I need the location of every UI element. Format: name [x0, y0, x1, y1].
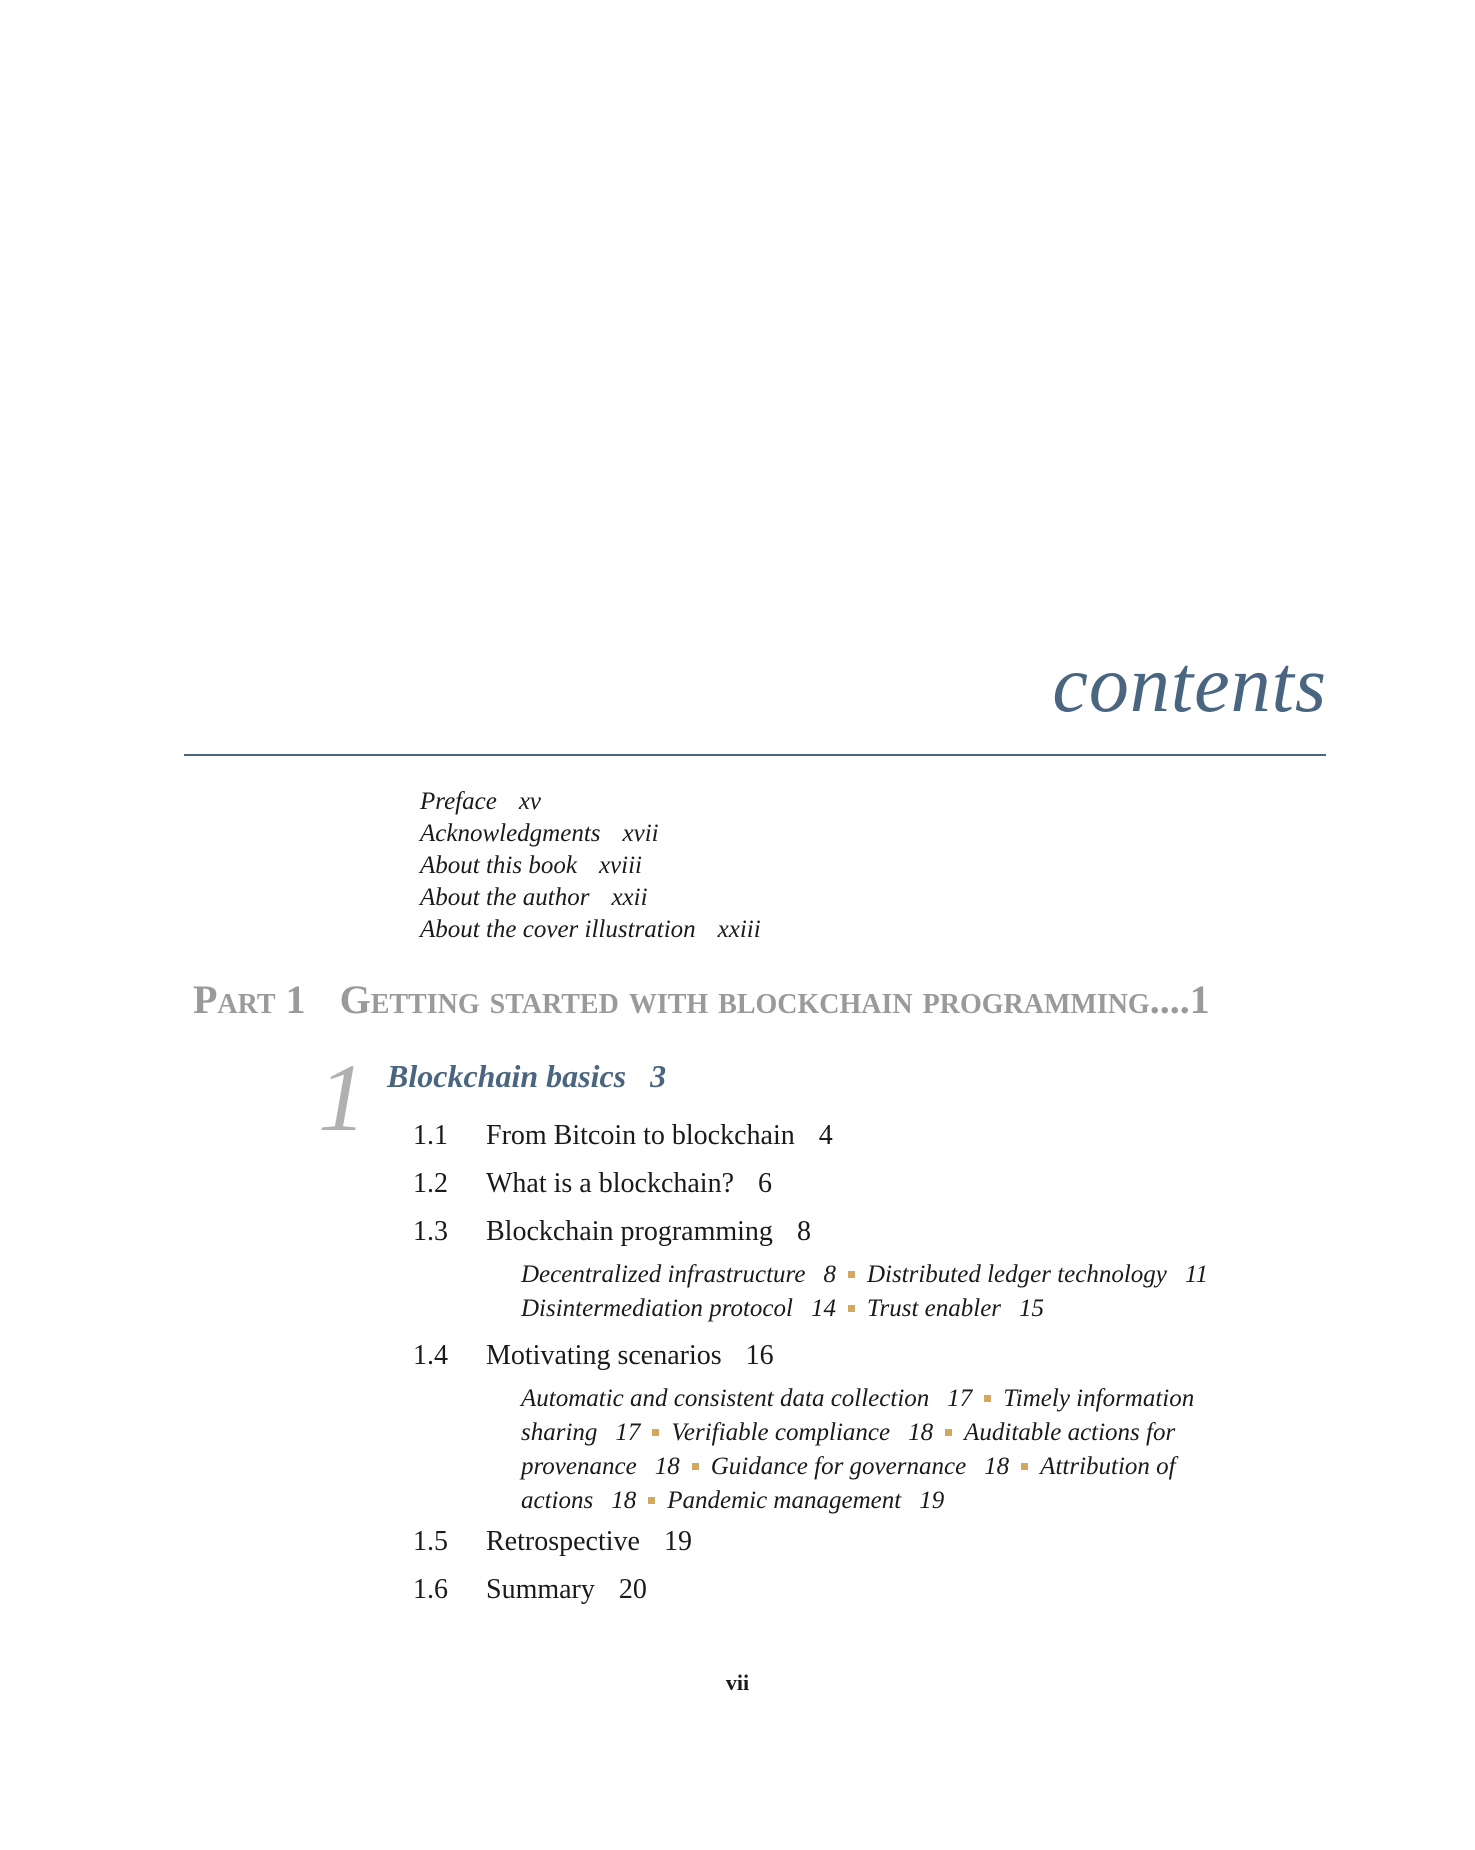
- section-1-4[interactable]: 1.4 Motivating scenarios 16: [413, 1340, 774, 1371]
- part-title: Getting started with blockchain programming: [339, 977, 1150, 1022]
- toc-entry-cover-illustration[interactable]: About the cover illustration xxiii: [420, 916, 761, 943]
- subsection-entry[interactable]: Automatic and consistent data collection 17: [521, 1385, 973, 1412]
- subsection-entry[interactable]: sharing 17: [521, 1419, 641, 1446]
- part-heading[interactable]: [193, 977, 1210, 1022]
- toc-entry-about-author[interactable]: About the author xxii: [420, 884, 648, 911]
- bullet-separator: [652, 1429, 659, 1436]
- toc-entry-about-book[interactable]: About this book xviii: [420, 852, 642, 879]
- part-leader-dots: ....: [1149, 977, 1190, 1022]
- toc-entry-acknowledgments[interactable]: Acknowledgments xvii: [420, 820, 659, 847]
- chapter-title[interactable]: Blockchain basics 3: [387, 1058, 667, 1094]
- subsection-entry[interactable]: Trust enabler 15: [866, 1295, 1045, 1322]
- subsection-entry[interactable]: Auditable actions for: [964, 1419, 1176, 1446]
- bullet-separator: [648, 1497, 655, 1504]
- front-matter-list: [420, 786, 761, 946]
- part-label: Part 1: [193, 977, 306, 1022]
- bullet-separator: [848, 1271, 855, 1278]
- page-title: contents: [1052, 641, 1327, 729]
- subsection-entry[interactable]: actions 18: [521, 1487, 637, 1514]
- subsection-entry[interactable]: Timely information: [1003, 1385, 1195, 1412]
- chapter-number: 1: [318, 1044, 366, 1151]
- subsection-entry[interactable]: Pandemic management 19: [667, 1487, 945, 1514]
- bullet-separator: [848, 1305, 855, 1312]
- page-number: vii: [725, 1670, 750, 1695]
- section-1-3[interactable]: 1.3 Blockchain programming 8: [413, 1216, 811, 1247]
- bullet-separator: [1021, 1463, 1028, 1470]
- subsections-1-4: [521, 1382, 1194, 1518]
- subsection-entry[interactable]: Distributed ledger technology 11: [866, 1261, 1209, 1288]
- bullet-separator: [945, 1429, 952, 1436]
- section-1-6[interactable]: 1.6 Summary 20: [413, 1574, 647, 1605]
- subsection-entry[interactable]: Disintermediation protocol 14: [521, 1295, 836, 1322]
- section-1-2[interactable]: 1.2 What is a blockchain? 6: [413, 1168, 773, 1199]
- part-page: 1: [1189, 977, 1210, 1022]
- subsection-entry[interactable]: provenance 18: [521, 1453, 680, 1480]
- bullet-separator: [692, 1463, 699, 1470]
- subsection-entry[interactable]: Decentralized infrastructure 8: [521, 1261, 836, 1288]
- subsection-entry[interactable]: Verifiable compliance 18: [671, 1419, 934, 1446]
- title-rule: [184, 754, 1326, 756]
- section-1-1[interactable]: 1.1 From Bitcoin to blockchain 4: [413, 1120, 833, 1151]
- bullet-separator: [984, 1395, 991, 1402]
- toc-entry-preface[interactable]: Preface xv: [420, 788, 542, 815]
- subsection-entry[interactable]: Attribution of: [1040, 1453, 1176, 1480]
- section-1-5[interactable]: 1.5 Retrospective 19: [413, 1526, 692, 1557]
- subsections-1-3: [521, 1258, 1208, 1326]
- subsection-entry[interactable]: Guidance for governance 18: [710, 1453, 1010, 1480]
